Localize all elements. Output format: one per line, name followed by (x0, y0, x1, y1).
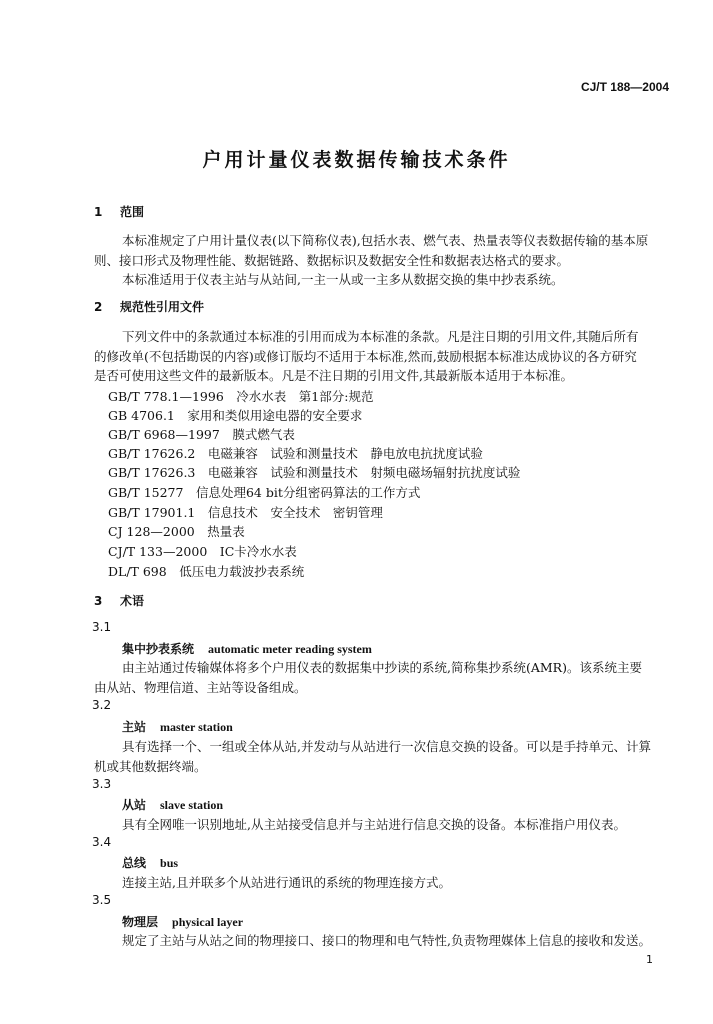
term-heading (122, 640, 372, 657)
reference-item: CJ 128—2000 热量表 (108, 524, 245, 539)
reference-item: GB/T 17626.3 电磁兼容 试验和测量技术 射频电磁场辐射抗扰度试验 (108, 465, 521, 480)
definition-line: 连接主站,且并联多个从站进行通讯的系统的物理连接方式。 (122, 875, 451, 890)
reference-item: GB/T 15277 信息处理64 bit分组密码算法的工作方式 (108, 485, 421, 500)
term-en: bus (160, 856, 179, 870)
reference-item: CJ/T 133—2000 IC卡冷水水表 (108, 544, 297, 559)
reference-item: GB 4706.1 家用和类似用途电器的安全要求 (108, 408, 363, 423)
page-number: 1 (646, 953, 653, 966)
paragraph-line: 本标准规定了户用计量仪表(以下简称仪表),包括水表、燃气表、热量表等仪表数据传输的基本原 (122, 233, 649, 248)
term-heading (122, 718, 233, 735)
section-title: 规范性引用文件 (120, 300, 205, 314)
reference-item: GB/T 6968—1997 膜式燃气表 (108, 427, 295, 442)
paragraph-line: 则、接口形式及物理性能、数据链路、数据标识及数据安全性和数据表达格式的要求。 (94, 253, 570, 268)
standard-code: CJ/T 188—2004 (580, 80, 669, 94)
section-2-heading (94, 298, 204, 315)
term-zh: 集中抄表系统 (122, 642, 195, 656)
reference-item: GB/T 17901.1 信息技术 安全技术 密钥管理 (108, 505, 383, 520)
document-title: 户用计量仪表数据传输技术条件 (202, 149, 511, 171)
term-number: 3.3 (92, 777, 112, 791)
term-heading (122, 796, 223, 813)
term-en: automatic meter reading system (208, 642, 372, 656)
term-number: 3.5 (92, 893, 112, 907)
term-number: 3.1 (92, 620, 112, 634)
reference-item: GB/T 778.1—1996 冷水水表 第1部分:规范 (108, 389, 374, 404)
term-en: master station (160, 720, 233, 734)
paragraph-line: 下列文件中的条款通过本标准的引用而成为本标准的条款。凡是注日期的引用文件,其随后所有 (122, 329, 639, 344)
term-heading (122, 913, 243, 930)
section-1-heading (94, 203, 144, 220)
section-number: 2 (94, 300, 103, 314)
definition-line: 规定了主站与从站之间的物理接口、接口的物理和电气特性,负责物理媒体上信息的接收和发送。 (122, 933, 651, 948)
paragraph-line: 是否可使用这些文件的最新版本。凡是不注日期的引用文件,其最新版本适用于本标准。 (94, 368, 573, 383)
reference-item: DL/T 698 低压电力载波抄表系统 (108, 564, 305, 579)
definition-line: 具有全网唯一识别地址,从主站接受信息并与主站进行信息交换的设备。本标准指户用仪表。 (122, 817, 626, 832)
definition-line: 由从站、物理信道、主站等设备组成。 (94, 680, 307, 695)
definition-line: 机或其他数据终端。 (94, 759, 207, 774)
section-number: 3 (94, 594, 103, 608)
reference-item: GB/T 17626.2 电磁兼容 试验和测量技术 静电放电抗扰度试验 (108, 446, 483, 461)
section-title: 范围 (120, 205, 145, 219)
paragraph-line: 本标准适用于仪表主站与从站间,一主一从或一主多从数据交换的集中抄表系统。 (122, 272, 564, 287)
term-en: slave station (160, 798, 224, 812)
definition-line: 由主站通过传输媒体将多个户用仪表的数据集中抄读的系统,简称集抄系统(AMR)。该系统主要 (122, 660, 642, 675)
paragraph-line: 的修改单(不包括勘误的内容)或修订版均不适用于本标准,然而,鼓励根据本标准达成协议的各方研究 (94, 349, 637, 364)
term-zh: 从站 (122, 798, 147, 812)
term-en: physical layer (172, 915, 244, 929)
term-zh: 物理层 (122, 915, 159, 929)
section-3-heading (94, 592, 144, 609)
definition-line: 具有选择一个、一组或全体从站,并发动与从站进行一次信息交换的设备。可以是手持单元、计算 (122, 739, 651, 754)
term-heading (122, 854, 178, 871)
section-number: 1 (94, 205, 103, 219)
term-zh: 总线 (122, 856, 147, 870)
section-title: 术语 (120, 594, 145, 608)
term-number: 3.4 (92, 835, 112, 849)
term-zh: 主站 (122, 720, 147, 734)
term-number: 3.2 (92, 698, 112, 712)
